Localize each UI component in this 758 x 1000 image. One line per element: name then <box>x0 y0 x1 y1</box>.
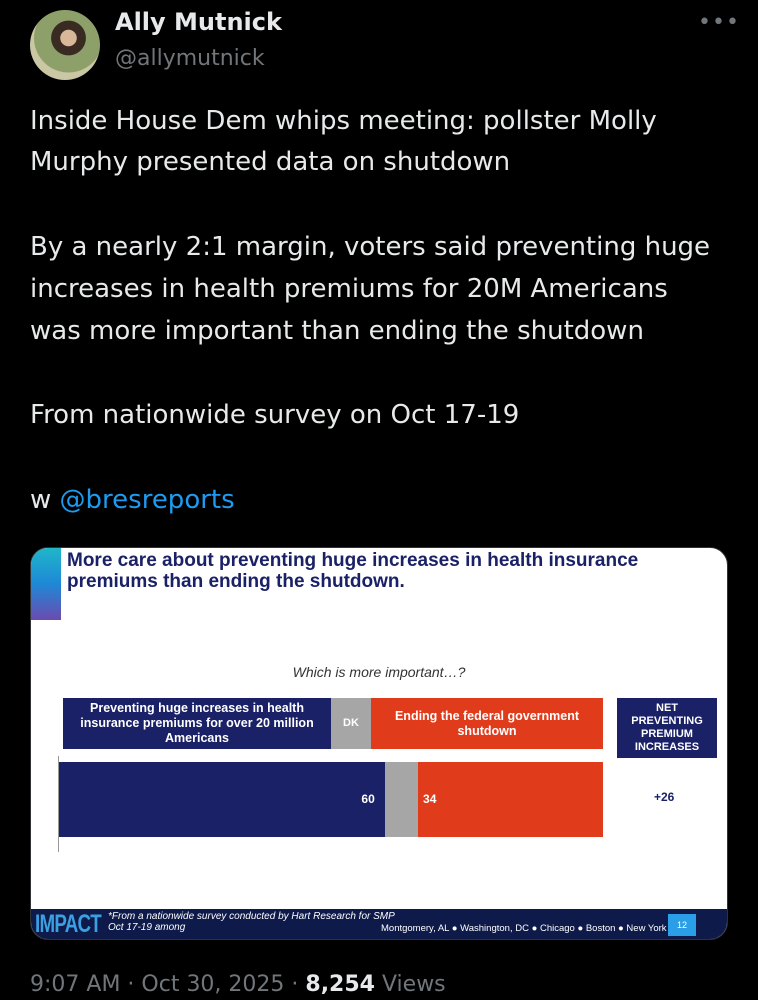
net-value: +26 <box>654 790 675 804</box>
value-label-ending: 34 <box>423 792 437 806</box>
tweet-text-line: increases in health premiums for 20M Americans <box>30 274 668 304</box>
views-count: 8,254 <box>305 972 375 997</box>
tweet-text-line: Murphy presented data on shutdown <box>30 147 511 177</box>
bar-ending <box>418 762 603 837</box>
footnote: *From a nationwide survey conducted by Hart Research for SMP <box>108 911 395 922</box>
bar-preventing <box>59 762 385 837</box>
slide-title: More care about preventing huge increases in health insurance premiums than ending the shutdown. <box>67 550 639 592</box>
views-label: Views <box>374 972 446 997</box>
avatar[interactable] <box>30 10 100 80</box>
tweet-meta <box>30 972 446 997</box>
tweet-text-line: From nationwide survey on Oct 17-19 <box>30 400 520 430</box>
tweet-text-line: was more important than ending the shutdown <box>30 316 644 346</box>
slide-accent <box>31 548 61 620</box>
impact-logo: IMPACT <box>35 910 101 938</box>
bar-dk <box>385 762 418 837</box>
value-label-preventing: 60 <box>361 792 375 806</box>
author-name[interactable]: Ally Mutnick <box>115 8 282 36</box>
slide-question: Which is more important…? <box>292 664 466 680</box>
net-header: NET PREVENTING PREMIUM INCREASES <box>617 698 717 758</box>
tweet-text-line: Inside House Dem whips meeting: pollster Molly <box>30 106 657 136</box>
more-horizontal-icon[interactable]: ••• <box>698 10 740 35</box>
option-preventing-header: Preventing huge increases in health insurance premiums for over 20 million Americans <box>63 698 331 749</box>
author-handle[interactable]: @allymutnick <box>115 46 265 71</box>
option-ending-header: Ending the federal government shutdown <box>371 698 603 749</box>
option-dk-header: DK <box>331 698 371 749</box>
mention-link[interactable]: @bresreports <box>59 485 235 515</box>
timestamp[interactable]: 9:07 AM · Oct 30, 2025 · <box>30 972 306 997</box>
office-cities: Montgomery, AL ● Washington, DC ● Chicago ● Boston ● New York <box>381 923 667 934</box>
attached-image[interactable] <box>30 547 728 940</box>
tweet-text-line: By a nearly 2:1 margin, voters said preventing huge <box>30 232 711 262</box>
with-prefix: w <box>30 485 52 515</box>
footnote: Oct 17-19 among <box>108 922 186 933</box>
slide-page-number: 12 <box>668 914 696 936</box>
